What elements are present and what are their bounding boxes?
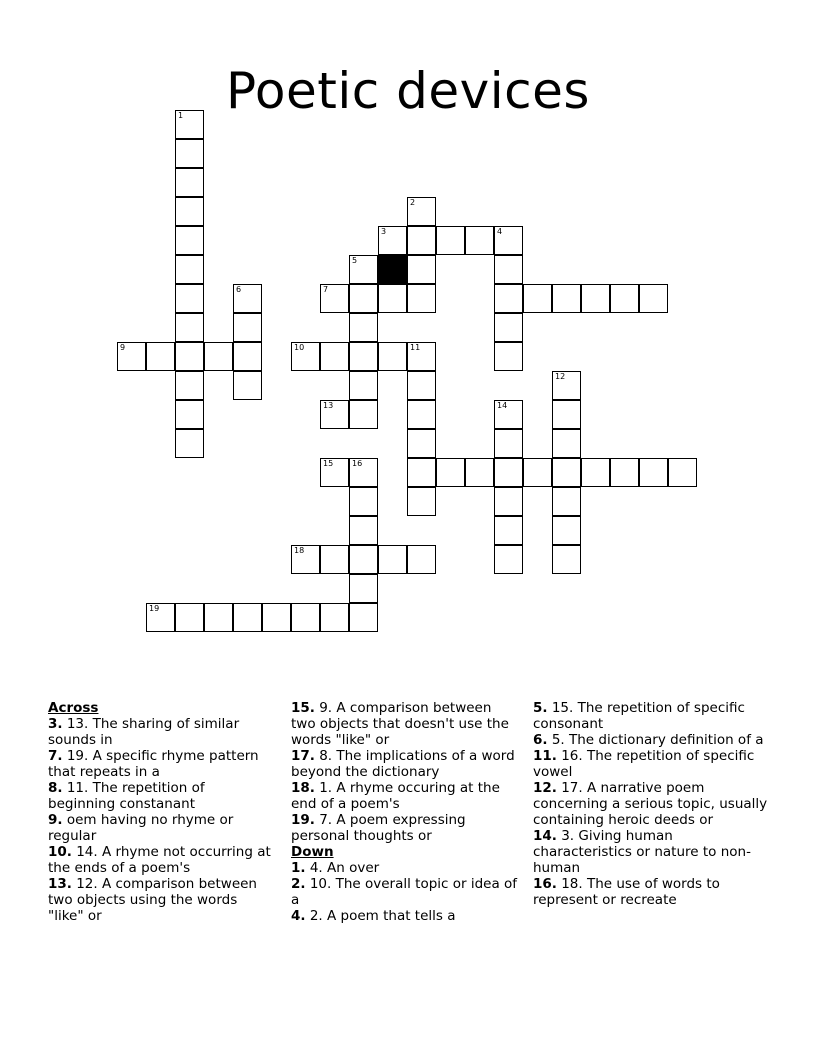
grid-cell[interactable]: [639, 458, 668, 487]
grid-cell[interactable]: [494, 255, 523, 284]
grid-cell[interactable]: [262, 603, 291, 632]
grid-cell[interactable]: [494, 429, 523, 458]
clue-number-label: 10.: [48, 844, 72, 860]
grid-cell[interactable]: [320, 342, 349, 371]
grid-cell[interactable]: [175, 226, 204, 255]
grid-cell[interactable]: [233, 313, 262, 342]
clue-number-label: 1.: [291, 860, 306, 876]
grid-cell[interactable]: [465, 226, 494, 255]
clue-text: 12. A comparison between two objects using the words "like" or: [48, 876, 257, 924]
clue-number-label: 2.: [291, 876, 306, 892]
grid-cell[interactable]: [581, 284, 610, 313]
grid-cell[interactable]: [349, 400, 378, 429]
clue-text: 7. A poem expressing personal thoughts or: [291, 812, 466, 844]
clue-number-label: 12.: [533, 780, 557, 796]
clue-item: [48, 844, 276, 876]
clue-number: 5: [352, 256, 358, 265]
grid-cell[interactable]: [349, 487, 378, 516]
grid-cell[interactable]: [320, 400, 349, 429]
grid-cell[interactable]: [175, 139, 204, 168]
grid-cell[interactable]: [407, 458, 436, 487]
clue-number-label: 19.: [291, 812, 315, 828]
grid-cell[interactable]: [146, 603, 175, 632]
grid-cell[interactable]: [117, 342, 146, 371]
grid-cell[interactable]: [378, 545, 407, 574]
clue-text: 18. The use of words to represent or recreate: [533, 876, 720, 908]
clue-number: 18: [294, 546, 305, 555]
clue-text: 19. A specific rhyme pattern that repeats in a: [48, 748, 259, 780]
clue-number-label: 17.: [291, 748, 315, 764]
grid-cell[interactable]: [552, 371, 581, 400]
clue-item: [291, 908, 519, 924]
grid-cell[interactable]: [233, 284, 262, 313]
clue-number-label: 4.: [291, 908, 306, 924]
grid-cell[interactable]: [175, 313, 204, 342]
clues-column-2: [291, 700, 519, 924]
grid-cell[interactable]: [349, 574, 378, 603]
grid-cell[interactable]: [175, 400, 204, 429]
clue-text: 8. The implications of a word beyond the dictionary: [291, 748, 515, 780]
clue-text: 1. A rhyme occuring at the end of a poem's: [291, 780, 500, 812]
grid-cell[interactable]: [494, 545, 523, 574]
clue-item: [291, 780, 519, 812]
clue-text: oem having no rhyme or regular: [48, 812, 234, 844]
clue-number: 13: [323, 401, 334, 410]
grid-cell[interactable]: [407, 400, 436, 429]
clue-number: 11: [410, 343, 421, 352]
clue-item: [533, 732, 769, 748]
grid-cell[interactable]: [291, 545, 320, 574]
clue-section-header: Across: [48, 700, 99, 716]
clue-item: [48, 716, 276, 748]
grid-cell[interactable]: [523, 284, 552, 313]
grid-cell[interactable]: [349, 284, 378, 313]
clue-item: [291, 860, 519, 876]
grid-cell[interactable]: [233, 603, 262, 632]
clue-text: 15. The repetition of specific consonant: [533, 700, 745, 732]
grid-cell[interactable]: [668, 458, 697, 487]
grid-cell[interactable]: [552, 284, 581, 313]
clue-number: 4: [497, 227, 503, 236]
grid-cell[interactable]: [494, 487, 523, 516]
grid-cell[interactable]: [523, 458, 552, 487]
grid-cell[interactable]: [204, 342, 233, 371]
clue-number: 9: [120, 343, 126, 352]
clue-number: 19: [149, 604, 160, 613]
grid-cell[interactable]: [320, 545, 349, 574]
clue-number: 7: [323, 285, 329, 294]
clue-number: 2: [410, 198, 416, 207]
grid-cell[interactable]: [349, 342, 378, 371]
clue-number: 10: [294, 343, 305, 352]
clue-section-header: Down: [291, 844, 334, 860]
clue-number-label: 16.: [533, 876, 557, 892]
grid-cell[interactable]: [291, 342, 320, 371]
grid-cell[interactable]: [552, 545, 581, 574]
clue-number: 14: [497, 401, 508, 410]
clue-text: 14. A rhyme not occurring at the ends of a poem's: [48, 844, 271, 876]
clue-item: [48, 876, 276, 924]
grid-cell[interactable]: [494, 226, 523, 255]
clue-item: [48, 748, 276, 780]
grid-cell[interactable]: [465, 458, 494, 487]
clue-item: [291, 876, 519, 908]
clue-number: 12: [555, 372, 566, 381]
grid-cell[interactable]: [349, 603, 378, 632]
clue-text: 5. The dictionary definition of a: [547, 732, 764, 748]
grid-cell[interactable]: [349, 545, 378, 574]
clue-text: 9. A comparison between two objects that doesn't use the words "like" or: [291, 700, 509, 748]
clue-item: [48, 780, 276, 812]
clue-number-label: 11.: [533, 748, 557, 764]
grid-cell[interactable]: [407, 197, 436, 226]
grid-cell[interactable]: [552, 458, 581, 487]
grid-cell[interactable]: [175, 255, 204, 284]
grid-cell[interactable]: [407, 371, 436, 400]
grid-cell[interactable]: [349, 255, 378, 284]
clue-text: 10. The overall topic or idea of a: [291, 876, 518, 908]
grid-cell[interactable]: [349, 458, 378, 487]
grid-cell[interactable]: [175, 429, 204, 458]
grid-cell[interactable]: [552, 429, 581, 458]
clue-text: 13. The sharing of similar sounds in: [48, 716, 240, 748]
clue-text: 16. The repetition of specific vowel: [533, 748, 755, 780]
grid-cell[interactable]: [494, 458, 523, 487]
grid-cell[interactable]: [175, 603, 204, 632]
grid-cell[interactable]: [494, 284, 523, 313]
grid-cell[interactable]: [320, 458, 349, 487]
clue-item: [291, 812, 519, 844]
grid-cell[interactable]: [494, 342, 523, 371]
grid-cell[interactable]: [320, 284, 349, 313]
clue-number: 1: [178, 111, 184, 120]
grid-cell[interactable]: [407, 545, 436, 574]
clue-number-label: 3.: [48, 716, 63, 732]
clue-number: 15: [323, 459, 334, 468]
clue-number-label: 7.: [48, 748, 63, 764]
clue-number-label: 14.: [533, 828, 557, 844]
clue-number-label: 18.: [291, 780, 315, 796]
grid-cell[interactable]: [494, 516, 523, 545]
clue-item: [533, 876, 769, 908]
grid-cell[interactable]: [610, 458, 639, 487]
grid-cell[interactable]: [552, 400, 581, 429]
grid-cell[interactable]: [494, 313, 523, 342]
clue-item: [533, 748, 769, 780]
grid-cell[interactable]: [378, 342, 407, 371]
clue-number-label: 15.: [291, 700, 315, 716]
grid-cell[interactable]: [233, 342, 262, 371]
clue-number-label: 8.: [48, 780, 63, 796]
clues-column-1: [48, 700, 276, 924]
clue-text: 17. A narrative poem concerning a serious topic, usually containing heroic deeds or: [533, 780, 768, 828]
grid-cell[interactable]: [349, 371, 378, 400]
grid-cell[interactable]: [175, 168, 204, 197]
grid-cell[interactable]: [175, 342, 204, 371]
grid-cell[interactable]: [349, 313, 378, 342]
black-square: [378, 255, 407, 284]
clue-text: 11. The repetition of beginning constanant: [48, 780, 205, 812]
grid-cell[interactable]: [378, 226, 407, 255]
clue-number-label: 6.: [533, 732, 548, 748]
grid-cell[interactable]: [407, 226, 436, 255]
clue-item: [291, 700, 519, 748]
clue-item: [533, 828, 769, 876]
grid-cell[interactable]: [175, 197, 204, 226]
grid-cell[interactable]: [639, 284, 668, 313]
grid-cell[interactable]: [204, 603, 233, 632]
grid-cell[interactable]: [291, 603, 320, 632]
grid-cell[interactable]: [494, 400, 523, 429]
grid-cell[interactable]: [552, 516, 581, 545]
grid-cell[interactable]: [349, 516, 378, 545]
clues-column-3: [533, 700, 769, 908]
clue-number-label: 9.: [48, 812, 63, 828]
grid-cell[interactable]: [581, 458, 610, 487]
grid-cell[interactable]: [552, 487, 581, 516]
grid-cell[interactable]: [407, 342, 436, 371]
grid-cell[interactable]: [175, 371, 204, 400]
clue-text: 3. Giving human characteristics or nature to non-human: [533, 828, 751, 876]
grid-cell[interactable]: [175, 110, 204, 139]
clue-number-label: 5.: [533, 700, 548, 716]
clue-item: [533, 780, 769, 828]
grid-cell[interactable]: [175, 284, 204, 313]
grid-cell[interactable]: [610, 284, 639, 313]
clue-number: 6: [236, 285, 242, 294]
grid-cell[interactable]: [407, 429, 436, 458]
clue-text: 2. A poem that tells a: [305, 908, 456, 924]
page-title: Poetic devices: [226, 61, 590, 120]
clue-item: [533, 700, 769, 732]
clue-text: 4. An over: [305, 860, 380, 876]
clue-number: 3: [381, 227, 387, 236]
grid-cell[interactable]: [407, 255, 436, 284]
grid-cell[interactable]: [407, 284, 436, 313]
grid-cell[interactable]: [146, 342, 175, 371]
grid-cell[interactable]: [320, 603, 349, 632]
grid-cell[interactable]: [436, 458, 465, 487]
clue-item: [48, 812, 276, 844]
grid-cell[interactable]: [233, 371, 262, 400]
clue-item: [291, 748, 519, 780]
grid-cell[interactable]: [407, 487, 436, 516]
grid-cell[interactable]: [378, 284, 407, 313]
clue-number-label: 13.: [48, 876, 72, 892]
grid-cell[interactable]: [436, 226, 465, 255]
clue-number: 16: [352, 459, 363, 468]
